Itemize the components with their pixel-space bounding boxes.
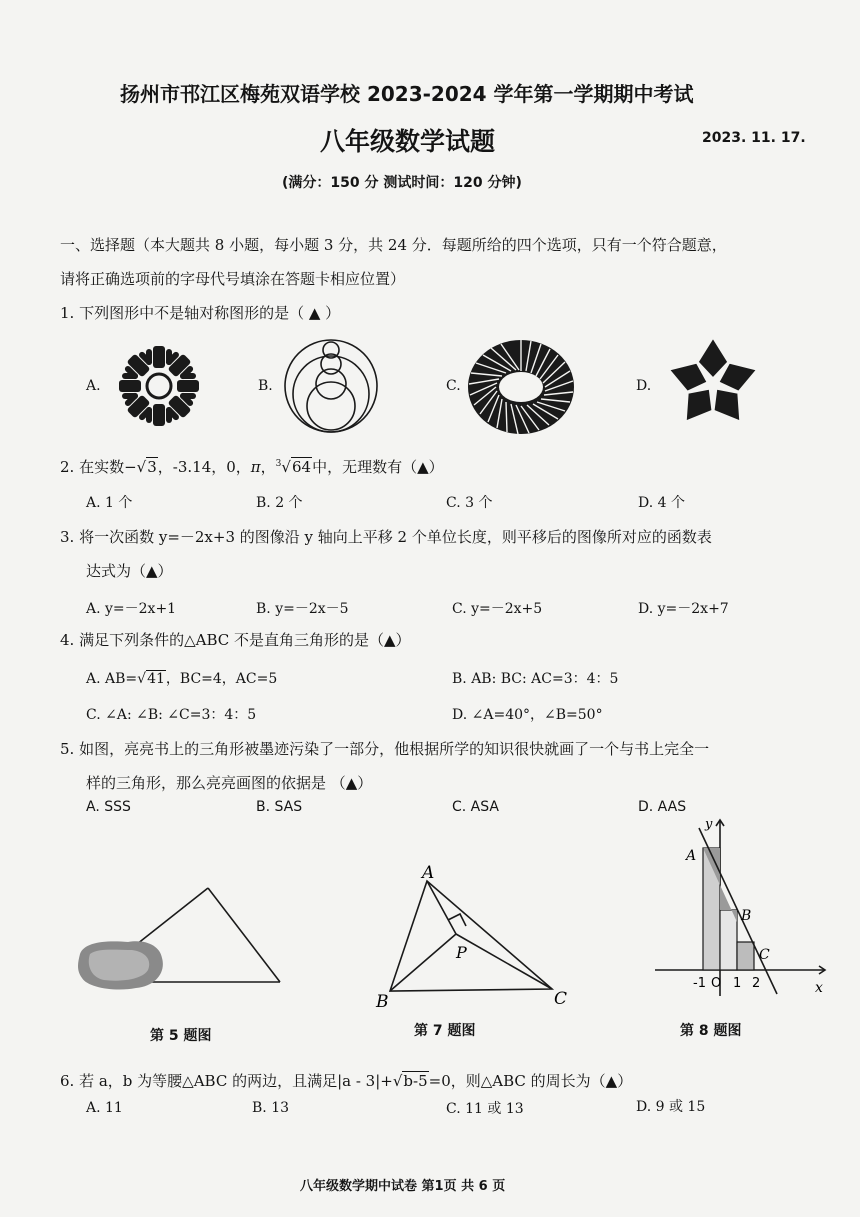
q4-option-c: C. ∠A: ∠B: ∠C=3：4：5	[86, 707, 257, 723]
fig8-coordinate-graph	[653, 812, 833, 997]
q3-option-a: A. y=－2x+1	[86, 601, 177, 617]
section-intro-line2: 请将正确选项前的字母代号填涂在答题卡相应位置）	[60, 270, 406, 288]
q2-stem-start: 2. 在实数	[60, 458, 125, 476]
q6-stem-start: 6. 若 a，b 为等腰△ABC 的两边，且满足|a - 3|+	[60, 1072, 393, 1090]
exam-date: 2023. 11. 17.	[702, 130, 806, 146]
q1-figure-b	[283, 338, 379, 434]
fig5-ink-blot-triangle	[76, 884, 286, 992]
q1-stem: 1. 下列图形中不是轴对称图形的是（ ▲ ）	[60, 304, 341, 322]
score-info: (满分：150 分 测试时间：120 分钟)	[282, 175, 522, 191]
q2-pi: π	[250, 458, 261, 476]
q6-stem-end: =0，则△ABC 的周长为（▲）	[428, 1072, 633, 1090]
q6-stem	[60, 1070, 632, 1091]
school-title: 扬州市邗江区梅苑双语学校 2023-2024 学年第一学期期中考试	[120, 82, 694, 106]
q2-sqrt3: √3	[136, 458, 157, 476]
q6-option-d: D. 9 或 15	[636, 1099, 706, 1115]
q4-option-b: B. AB: BC: AC=3：4：5	[452, 671, 619, 687]
q4-option-a	[86, 668, 277, 688]
q5-option-c: C. ASA	[452, 799, 499, 815]
fig7-point-p: P	[456, 943, 467, 962]
q5-option-a: A. SSS	[86, 799, 131, 815]
q4-option-a-start: A. AB=	[86, 671, 138, 687]
q6-sqrt-radicand: b-5	[403, 1072, 428, 1090]
q2-stem-tail: 中，无理数有（▲）	[312, 458, 444, 476]
q2-option-d: D. 4 个	[638, 495, 685, 511]
q2-option-c: C. 3 个	[446, 495, 493, 511]
fig7-point-b: B	[376, 992, 389, 1012]
q6-option-b: B. 13	[252, 1100, 290, 1116]
q1-option-c-label: C.	[446, 378, 461, 394]
fig8-point-b: B	[741, 908, 752, 924]
q6-option-c: C. 11 或 13	[446, 1101, 524, 1117]
q5-stem-line1: 5. 如图，亮亮书上的三角形被墨迹污染了一部分，他根据所学的知识很快就画了一个与书上完全一	[60, 740, 710, 758]
q4-option-d: D. ∠A=40°，∠B=50°	[452, 707, 603, 723]
q2-cbrt-index: 3	[275, 459, 282, 469]
q4-sqrt41-radicand: 41	[147, 671, 165, 687]
q2-list: ，-3.14，0，	[157, 458, 251, 476]
fig7-point-a: A	[422, 863, 435, 883]
q2-cbrt64-radicand: 64	[291, 458, 312, 476]
q1-figure-c	[466, 337, 576, 437]
exam-title: 八年级数学试题	[320, 127, 496, 156]
q1-option-d-label: D.	[636, 378, 652, 394]
q2-comma: ，	[260, 458, 276, 476]
fig8-point-c: C	[759, 947, 770, 963]
q6-sqrt: √b-5	[392, 1072, 428, 1090]
q1-option-a-label: A.	[86, 378, 101, 394]
fig8-tick-2: 2	[752, 976, 761, 991]
q4-option-a-end: ，BC=4，AC=5	[165, 671, 278, 687]
q5-option-d: D. AAS	[638, 799, 687, 815]
q3-stem-line1: 3. 将一次函数 y=－2x+3 的图像沿 y 轴向上平移 2 个单位长度，则平移后的图像所对应的函数表	[60, 528, 712, 546]
fig8-y-axis-label: y	[705, 817, 713, 832]
fig8-tick-neg1: -1	[693, 976, 706, 991]
q3-option-b: B. y=－2x－5	[256, 601, 349, 617]
fig7-caption: 第 7 题图	[414, 1023, 476, 1039]
q2-stem	[60, 456, 444, 477]
q1-figure-a	[118, 345, 200, 427]
q2-neg-sign: −	[124, 458, 137, 476]
q5-option-b: B. SAS	[256, 799, 303, 815]
q4-stem: 4. 满足下列条件的△ABC 不是直角三角形的是（▲）	[60, 631, 411, 649]
fig5-caption: 第 5 题图	[150, 1028, 212, 1044]
q4-sqrt41: √41	[137, 671, 165, 687]
q1-figure-d	[665, 336, 761, 430]
q5-stem-line2: 样的三角形，那么亮亮画图的依据是 （▲）	[86, 774, 373, 792]
q3-option-d: D. y=－2x+7	[638, 601, 729, 617]
q2-option-a: A. 1 个	[86, 495, 133, 511]
q2-cbrt64: √64	[281, 458, 312, 476]
fig8-origin: O	[711, 976, 722, 991]
q3-stem-line2: 达式为（▲）	[86, 562, 173, 580]
fig8-caption: 第 8 题图	[680, 1023, 742, 1039]
q3-option-c: C. y=－2x+5	[452, 601, 543, 617]
fig7-point-c: C	[554, 989, 568, 1009]
section-intro-line1: 一、选择题（本大题共 8 小题，每小题 3 分，共 24 分．每题所给的四个选项，只有一个符合题意，	[60, 236, 727, 254]
q2-option-b: B. 2 个	[256, 495, 303, 511]
q1-option-b-label: B.	[258, 378, 273, 394]
page-footer: 八年级数学期中试卷 第1页 共 6 页	[300, 1179, 506, 1194]
q2-sqrt3-radicand: 3	[147, 458, 157, 476]
fig7-triangle-abc	[372, 864, 577, 1014]
fig8-x-axis-label: x	[815, 980, 823, 996]
fig8-tick-1: 1	[733, 976, 742, 991]
q6-option-a: A. 11	[86, 1100, 123, 1116]
fig8-point-a: A	[686, 848, 697, 864]
